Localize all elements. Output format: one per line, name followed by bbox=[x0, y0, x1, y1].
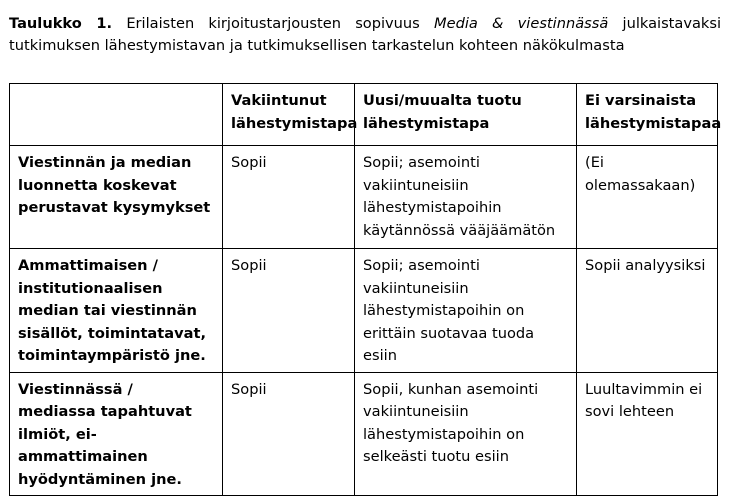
table-caption bbox=[9, 13, 721, 57]
table-row bbox=[10, 146, 718, 249]
table-cell: Sopii bbox=[223, 372, 355, 496]
table-header-row bbox=[10, 84, 718, 146]
caption-text-before: Erilaisten kirjoitustarjousten sopivuus bbox=[126, 15, 420, 32]
table-cell: Sopii analyysiksi bbox=[577, 249, 718, 373]
caption-text-after: julkaistavaksi tutkimuksen lähestymistavan ja tutkimuksellisen tarkastelun kohteen näkökulmasta bbox=[9, 15, 722, 54]
row-label: Viestinnässä / mediassa tapahtuvat ilmiöt, ei-ammattimainen hyödyntäminen jne. bbox=[10, 372, 223, 496]
header-corner-cell bbox=[10, 84, 223, 146]
header-new-approach: Uusi/muualta tuotu lähestymistapa bbox=[355, 84, 577, 146]
table-cell: (Ei olemassakaan) bbox=[577, 146, 718, 249]
table-row bbox=[10, 249, 718, 373]
table-cell: Luultavimmin ei sovi lehteen bbox=[577, 372, 718, 496]
header-no-approach: Ei varsinaista lähestymistapaa bbox=[577, 84, 718, 146]
caption-label: Taulukko 1. bbox=[9, 15, 113, 32]
table-cell: Sopii; asemointi vakiintuneisiin lähestymistapoihin on erittäin suotavaa tuoda esiin bbox=[355, 249, 577, 373]
table-cell: Sopii; asemointi vakiintuneisiin lähestymistapoihin käytännössä vääjäämätön bbox=[355, 146, 577, 249]
caption-journal-name: Media & viestinnässä bbox=[434, 15, 609, 32]
header-established-approach: Vakiintunut lähestymistapa bbox=[223, 84, 355, 146]
row-label: Viestinnän ja median luonnetta koskevat perustavat kysymykset bbox=[10, 146, 223, 249]
row-label: Ammattimaisen / institutionaalisen median tai viestinnän sisällöt, toimintatavat, toimintaympäristö jne. bbox=[10, 249, 223, 373]
table-cell: Sopii bbox=[223, 146, 355, 249]
table-cell: Sopii, kunhan asemointi vakiintuneisiin lähestymistapoihin on selkeästi tuotu esiin bbox=[355, 372, 577, 496]
suitability-table bbox=[9, 83, 722, 496]
table-row bbox=[10, 372, 718, 496]
table-cell: Sopii bbox=[223, 249, 355, 373]
